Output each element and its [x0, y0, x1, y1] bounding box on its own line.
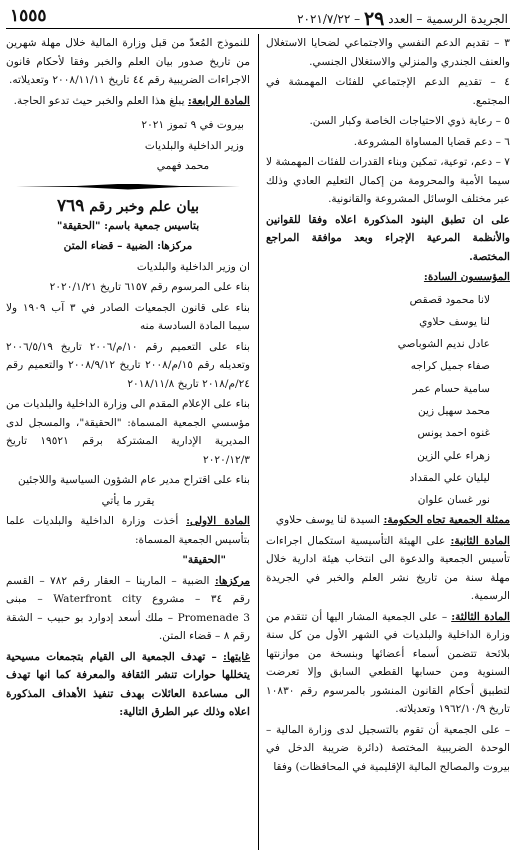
founder-name: سامية حسام عمر [412, 382, 490, 395]
representative-name: السيدة لنا يوسف حلاوي [275, 514, 381, 527]
column-divider [258, 34, 259, 850]
laws-note: على ان تطبق البنود المذكورة اعلاه وفقا للقوانين والأنظمة المرعية الإجراء وبعد موافقة المراجع المختصة. [266, 213, 510, 263]
decides-line: يقرر ما يأتي [101, 494, 155, 507]
article-3-title: المادة الثالثة: [451, 610, 510, 623]
founder-name: محمد سهيل زين [417, 404, 490, 417]
signature-place-date: بيروت في ٩ تموز ٢٠٢١ [141, 119, 244, 131]
founder-name: لنا يوسف حلاوي [419, 315, 490, 328]
founder-name: صفاء جميل كراجه [410, 360, 490, 373]
representative-label: ممثلة الجمعية تجاه الحكومة: [383, 514, 510, 527]
article-1-title: المادة الاولى: [186, 515, 250, 527]
founders-title: المؤسسون السادة: [423, 271, 510, 283]
goal-label: غايتها: [223, 650, 250, 663]
decision-title [6, 196, 250, 217]
headquarters [6, 572, 250, 646]
founder-name: عادل نديم الشوباصي [397, 338, 490, 351]
continued-text: للنموذج المُعدّ من قبل وزارة المالية خلال مهلة شهرين من تاريخ صدور بيان العلم والخبر وفقا لأحكام قانون الاجراءات الضريبية رقم ٤٤ تاريخ ٢٠٠٨/١١/١١ وتعديلاته. [6, 37, 250, 86]
founder-name: زهراء علي الزين [417, 449, 490, 462]
representative [266, 511, 510, 530]
recital: بناء على الإعلام المقدم الى وزارة الداخلية والبلديات من مؤسسي الجمعية المسماة: "الحقيقة"، والمسجل لدى المديرية الإدارية المشتركة برقم ١٩٥٢١ تاريخ ٢٠٢٠/١٢/٣ [6, 398, 250, 466]
signature-name: محمد فهمي [156, 160, 210, 172]
founders-list [266, 289, 510, 512]
issue-date: – ٢٠٢١/٧/٢٢ [297, 12, 361, 26]
recital: بناء على المرسوم رقم ٦١٥٧ تاريخ ٢٠٢٠/١/٢١ [49, 281, 250, 293]
list-item: ٦ – دعم قضايا المساواة المشروعة. [353, 135, 510, 148]
article-2-text: على الهيئة التأسيسية استكمال اجراءات تأسيس الجمعية والدعوة الى انتخاب هيئة ادارية خلال مهلة سنة من تاريخ نشر العلم والخبر في الجريدة الرسمية. [266, 534, 510, 603]
minister-line: ان وزير الداخلية والبلديات [136, 260, 250, 273]
issue-number: ٢٩ [363, 8, 385, 30]
association-name: "الحقيقة" [182, 554, 226, 566]
decision-subtitle: بتاسيس جمعية باسم: "الحقيقة" [56, 219, 200, 232]
article-2 [266, 532, 510, 606]
header-issue [297, 8, 508, 30]
recital: بناء على اقتراح مدير عام الشؤون السياسية واللاجئين [18, 474, 250, 486]
list-item: ٧ – دعم، توعية، تمكين وبناء القدرات للفئات المهمشة لا سيما الأمية والمحرومة من إكمال التعليم العادي وذلك عبر مختلف الوسائل المشروعة والقانونية. [266, 156, 510, 205]
article-3-registration: – على الجمعية أن تقوم بالتسجيل لدى وزارة المالية – الوحدة الضريبية المختصة (دائرة ضريبة الدخل في بيروت والمصالح المالية الإقليمية في المحافظات) وفقا [266, 723, 510, 773]
article-4-text: يبلغ هذا العلم والخبر حيث تدعو الحاجة. [13, 94, 185, 107]
page-number: ١٥٥٥ [10, 6, 47, 26]
article-4-title: المادة الرابعة: [187, 94, 250, 107]
decision-title-text: بيان علم وخبر رقم [89, 198, 199, 215]
article-3-text: – على الجمعية المشار اليها أن تتقدم من وزارة الداخلية والبلديات في الشهر الأول من كل سنة بلائحة تتضمن أسماء أعضائها وبنسخة من موازنتها السنوية ومن حسابها القطعي السابق وإلا تعرضت لتطبيق أحكام القانون المنشور بالمرسوم رقم ١٠٨٣٠ تاريخ ١٩٦٢/١٠/٩ وتعديلاته. [266, 610, 510, 716]
list-item: ٤ – تقديم الدعم الإجتماعي للفئات المهمشة في المجتمع. [266, 76, 510, 107]
signature-title: وزير الداخلية والبلديات [144, 139, 244, 152]
right-column [266, 34, 510, 850]
gazette-name: الجريدة الرسمية – العدد [388, 12, 508, 26]
founder-name: غنوه احمد يونس [417, 427, 490, 440]
list-item: ٣ – تقديم الدعم النفسي والاجتماعي لضحايا الاستغلال والعنف الجندري والمنزلي والاستغلال الجنسي. [266, 37, 510, 68]
founder-name: لانا محمود قصقص [409, 293, 490, 306]
article-4 [6, 92, 250, 111]
decision-number: ٧٦٩ [56, 195, 85, 216]
left-column [6, 34, 250, 850]
ornamental-divider [6, 180, 250, 194]
page-header [6, 6, 510, 29]
decision-center: مركزها: الضبية – قضاء المتن [63, 240, 193, 252]
recital: بناء على قانون الجمعيات الصادر في ٣ آب ١٩٠٩ ولا سيما المادة السادسة منه [6, 301, 250, 332]
recital: بناء على التعميم رقم ١٠/م/٢٠٠٦ تاريخ ٢٠٠٦/٥/١٩ وتعديله رقم ١٥/م/٢٠٠٨ تاريخ ٢٠٠٨/٩/١٢ والتعميم رقم ٢٤/م/٢٠١٨ تاريخ ٢٠١٨/١١/٨ [6, 340, 250, 390]
article-1-text: أخذت وزارة الداخلية والبلديات علما بتأسيس الجمعية المسماة: [6, 515, 250, 546]
founder-name: نور غسان علوان [417, 494, 490, 507]
article-1 [6, 512, 250, 549]
list-item: ٥ – رعاية ذوي الاحتياجات الخاصة وكبار السن. [309, 115, 510, 127]
article-2-title: المادة الثانية: [450, 534, 510, 547]
goal-text: – تهدف الجمعية الى القيام بتجمعات مسيحية يتخللها حوارات تنشر الثقافة والمعرفة كما انها تهدف الى مساعدة العائلات بهدف تنفيذ الأهداف المذكورة اعلاه وذلك عبر الطرق التالية: [6, 650, 250, 718]
goal [6, 648, 250, 722]
headquarters-text: الضبية – المارينا – العقار رقم ٧٨٢ – القسم رقم ٣٤ – مشروع Waterfront city – مبنى Promenade 3 – ملك أسعد إدوارد بو حبيب – الشقة رقم ٨ – قضاء المتن. [6, 574, 250, 642]
headquarters-label: مركزها: [214, 574, 250, 587]
founder-name: ليليان علي المقداد [409, 471, 490, 484]
article-3 [266, 608, 510, 719]
